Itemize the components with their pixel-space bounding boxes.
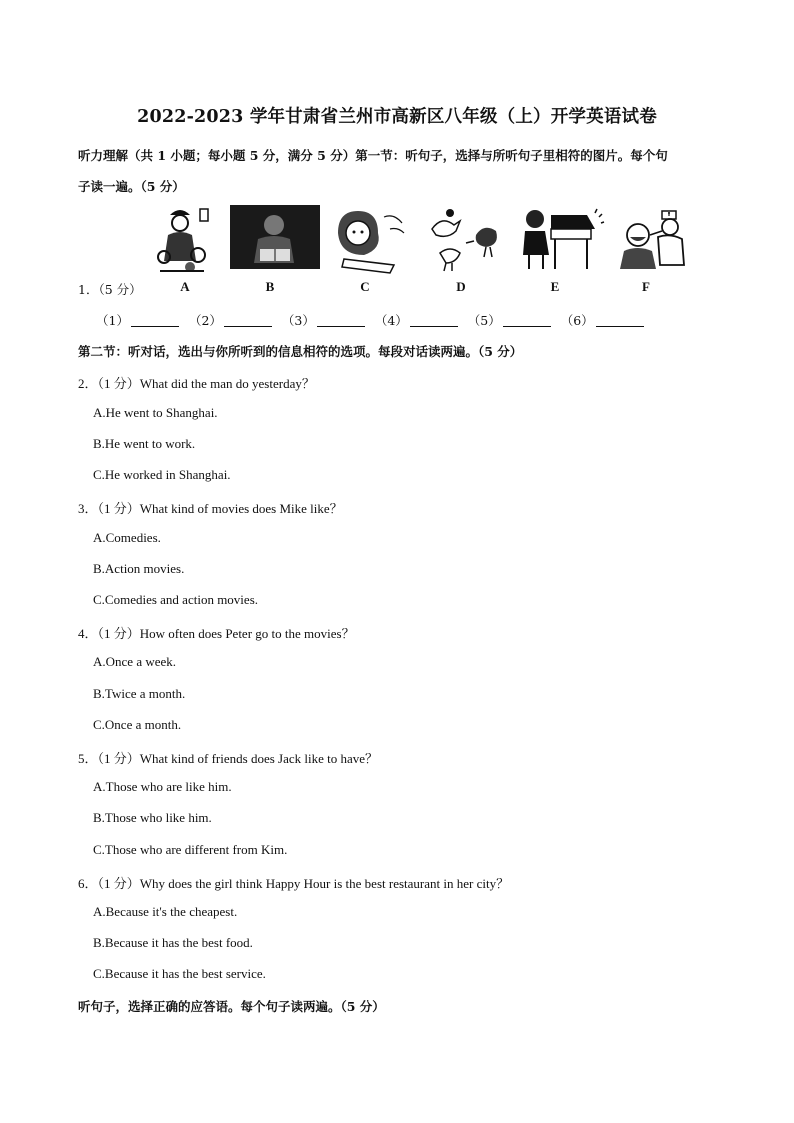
blank-label: （1） [96,313,129,328]
picture-row [140,205,710,295]
blank-4[interactable] [375,313,460,328]
blank-1[interactable] [96,313,181,328]
picture-label: C [360,279,370,294]
question-2-option-c[interactable]: C.He worked in Shanghai. [93,467,231,482]
boy-playing-piano-picture [515,205,605,277]
blank-label: （6） [560,313,594,328]
birds-picture [420,205,510,277]
question-6: 6．（1 分）Why does the girl think Happy Hour is the best restaurant in her city？ [78,876,510,891]
question-4-option-b[interactable]: B.Twice a month. [93,686,186,701]
question-5-option-a[interactable]: A.Those who are like him. [93,779,232,794]
blank-label: （5） [467,313,501,328]
blank-label: （2） [188,313,222,328]
doctor-patient-picture [610,205,700,277]
section2-intro: 第二节：听对话，选出与你所听到的信息相符的选项。每段对话读两遍。（5 分） [78,344,523,359]
question-4-option-a[interactable]: A.Once a week. [93,654,177,669]
section3-intro: 听句子，选择正确的应答语。每个句子读两遍。（5 分） [78,999,385,1014]
question-1-label: 1．（5 分） [78,282,142,297]
blank-label: （4） [374,313,408,328]
question-5: 5．（1 分）What kind of friends does Jack like to have？ [78,751,379,766]
section1-intro-line1: 听力理解（共 1 小题；每小题 5 分，满分 5 分）第一节：听句子，选择与所听句子里相符的图片。每个句 [78,148,668,163]
picture-label: E [550,279,560,294]
question-3-option-c[interactable]: C.Comedies and action movies. [93,592,259,607]
blank-2[interactable] [189,313,274,328]
question-3-option-b[interactable]: B.Action movies. [93,561,185,576]
question-6-option-c[interactable]: C.Because it has the best service. [93,966,266,981]
picture-label: A [180,279,190,294]
picture-label: D [456,279,466,294]
blank-6[interactable] [561,313,646,328]
blank-3[interactable] [282,313,367,328]
question-3-option-a[interactable]: A.Comedies. [93,530,161,545]
section1-intro-line2: 子读一遍。（5 分） [78,179,185,194]
question-2-option-a[interactable]: A.He went to Shanghai. [93,405,218,420]
question-5-option-c[interactable]: C.Those who are different from Kim. [93,842,288,857]
question-5-option-b[interactable]: B.Those who like him. [93,810,212,825]
question-6-option-a[interactable]: A.Because it's the cheapest. [93,904,238,919]
question-2: 2．（1 分）What did the man do yesterday？ [78,376,315,391]
girl-with-flowers-picture [140,205,230,277]
picture-label: B [265,279,275,294]
exam-title: 2022-2023 学年甘肃省兰州市高新区八年级（上）开学英语试卷 [137,107,657,127]
picture-label: F [642,279,650,294]
blank-label: （3） [281,313,315,328]
question-4-option-c[interactable]: C.Once a month. [93,717,182,732]
girl-writing-picture [324,205,414,277]
blank-5[interactable] [468,313,553,328]
question-4: 4．（1 分）How often does Peter go to the movies？ [78,626,355,641]
question-3: 3．（1 分）What kind of movies does Mike like？ [78,501,343,516]
question-1-blanks [96,311,650,329]
question-6-option-b[interactable]: B.Because it has the best food. [93,935,253,950]
question-2-option-b[interactable]: B.He went to work. [93,436,196,451]
man-reading-picture [230,205,320,277]
